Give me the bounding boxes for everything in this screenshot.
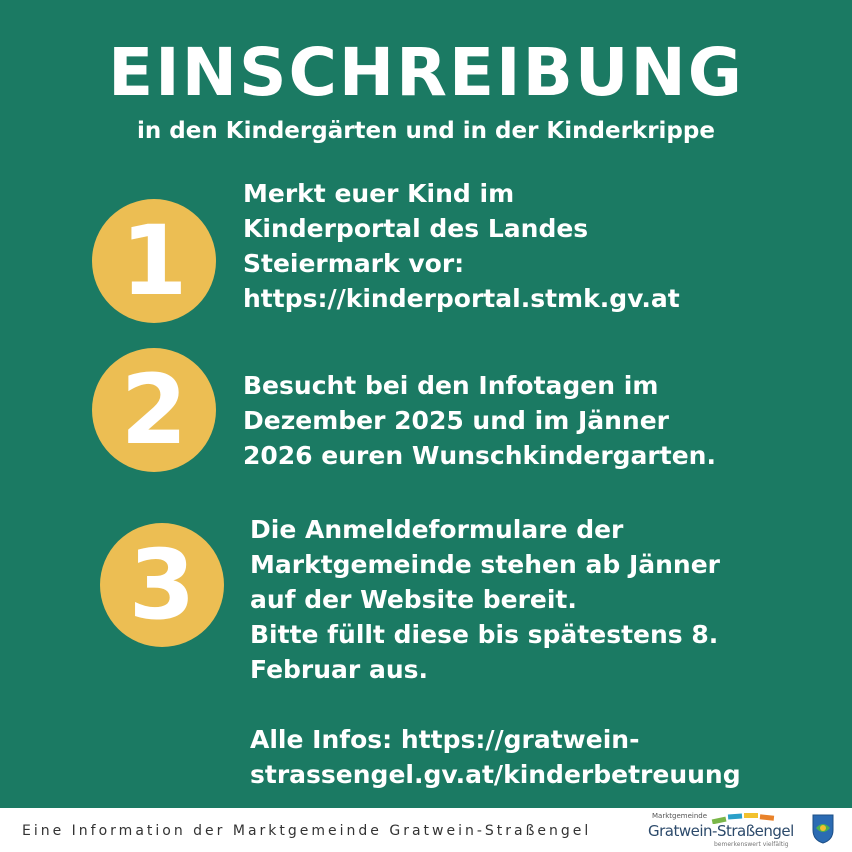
step-2-line: Dezember 2025 und im Jänner: [243, 406, 670, 435]
step-1-link[interactable]: https://kinderportal.stmk.gv.at: [243, 284, 680, 313]
step-2-line: Besucht bei den Infotagen im: [243, 371, 659, 400]
step-3-number-badge: [100, 523, 224, 647]
step-3-line: Februar aus.: [250, 655, 428, 684]
footer-text: Eine Information der Marktgemeinde Gratwein-Straßengel: [22, 823, 592, 839]
step-3-link[interactable]: strassengel.gv.at/kinderbetreuung: [250, 760, 741, 789]
step-1-number-badge: [92, 199, 216, 323]
municipality-logo: [648, 812, 848, 850]
step-1-number: 1: [120, 205, 188, 317]
step-3-line: Marktgemeinde stehen ab Jänner: [250, 550, 720, 579]
logo-small-text: Marktgemeinde: [652, 812, 708, 820]
step-3-line: Bitte füllt diese bis spätestens 8.: [250, 620, 719, 649]
step-3-link[interactable]: Alle Infos: https://gratwein-: [250, 725, 640, 754]
step-2-number-badge: [92, 348, 216, 472]
step-3-spacer: [250, 687, 741, 722]
step-3-line: Die Anmeldeformulare der: [250, 515, 624, 544]
footer: [0, 808, 852, 852]
step-1-line: Steiermark vor:: [243, 249, 465, 278]
coat-of-arms-icon: [812, 814, 834, 844]
step-3-line: auf der Website bereit.: [250, 585, 577, 614]
step-3-number: 3: [128, 529, 196, 641]
step-1-line: Kinderportal des Landes: [243, 214, 589, 243]
page-title: EINSCHREIBUNG: [108, 34, 744, 111]
step-2-text: [243, 368, 716, 473]
step-1-text: [243, 176, 680, 316]
step-3-text: [250, 512, 741, 792]
step-2-line: 2026 euren Wunschkindergarten.: [243, 441, 716, 470]
step-1-line: Merkt euer Kind im: [243, 179, 515, 208]
step-2-number: 2: [120, 354, 188, 466]
logo-tagline: bemerkenswert vielfältig: [714, 841, 789, 848]
logo-main-text: Gratwein-Straßengel: [648, 822, 794, 840]
page-subtitle: in den Kindergärten und in der Kinderkrippe: [137, 118, 715, 144]
